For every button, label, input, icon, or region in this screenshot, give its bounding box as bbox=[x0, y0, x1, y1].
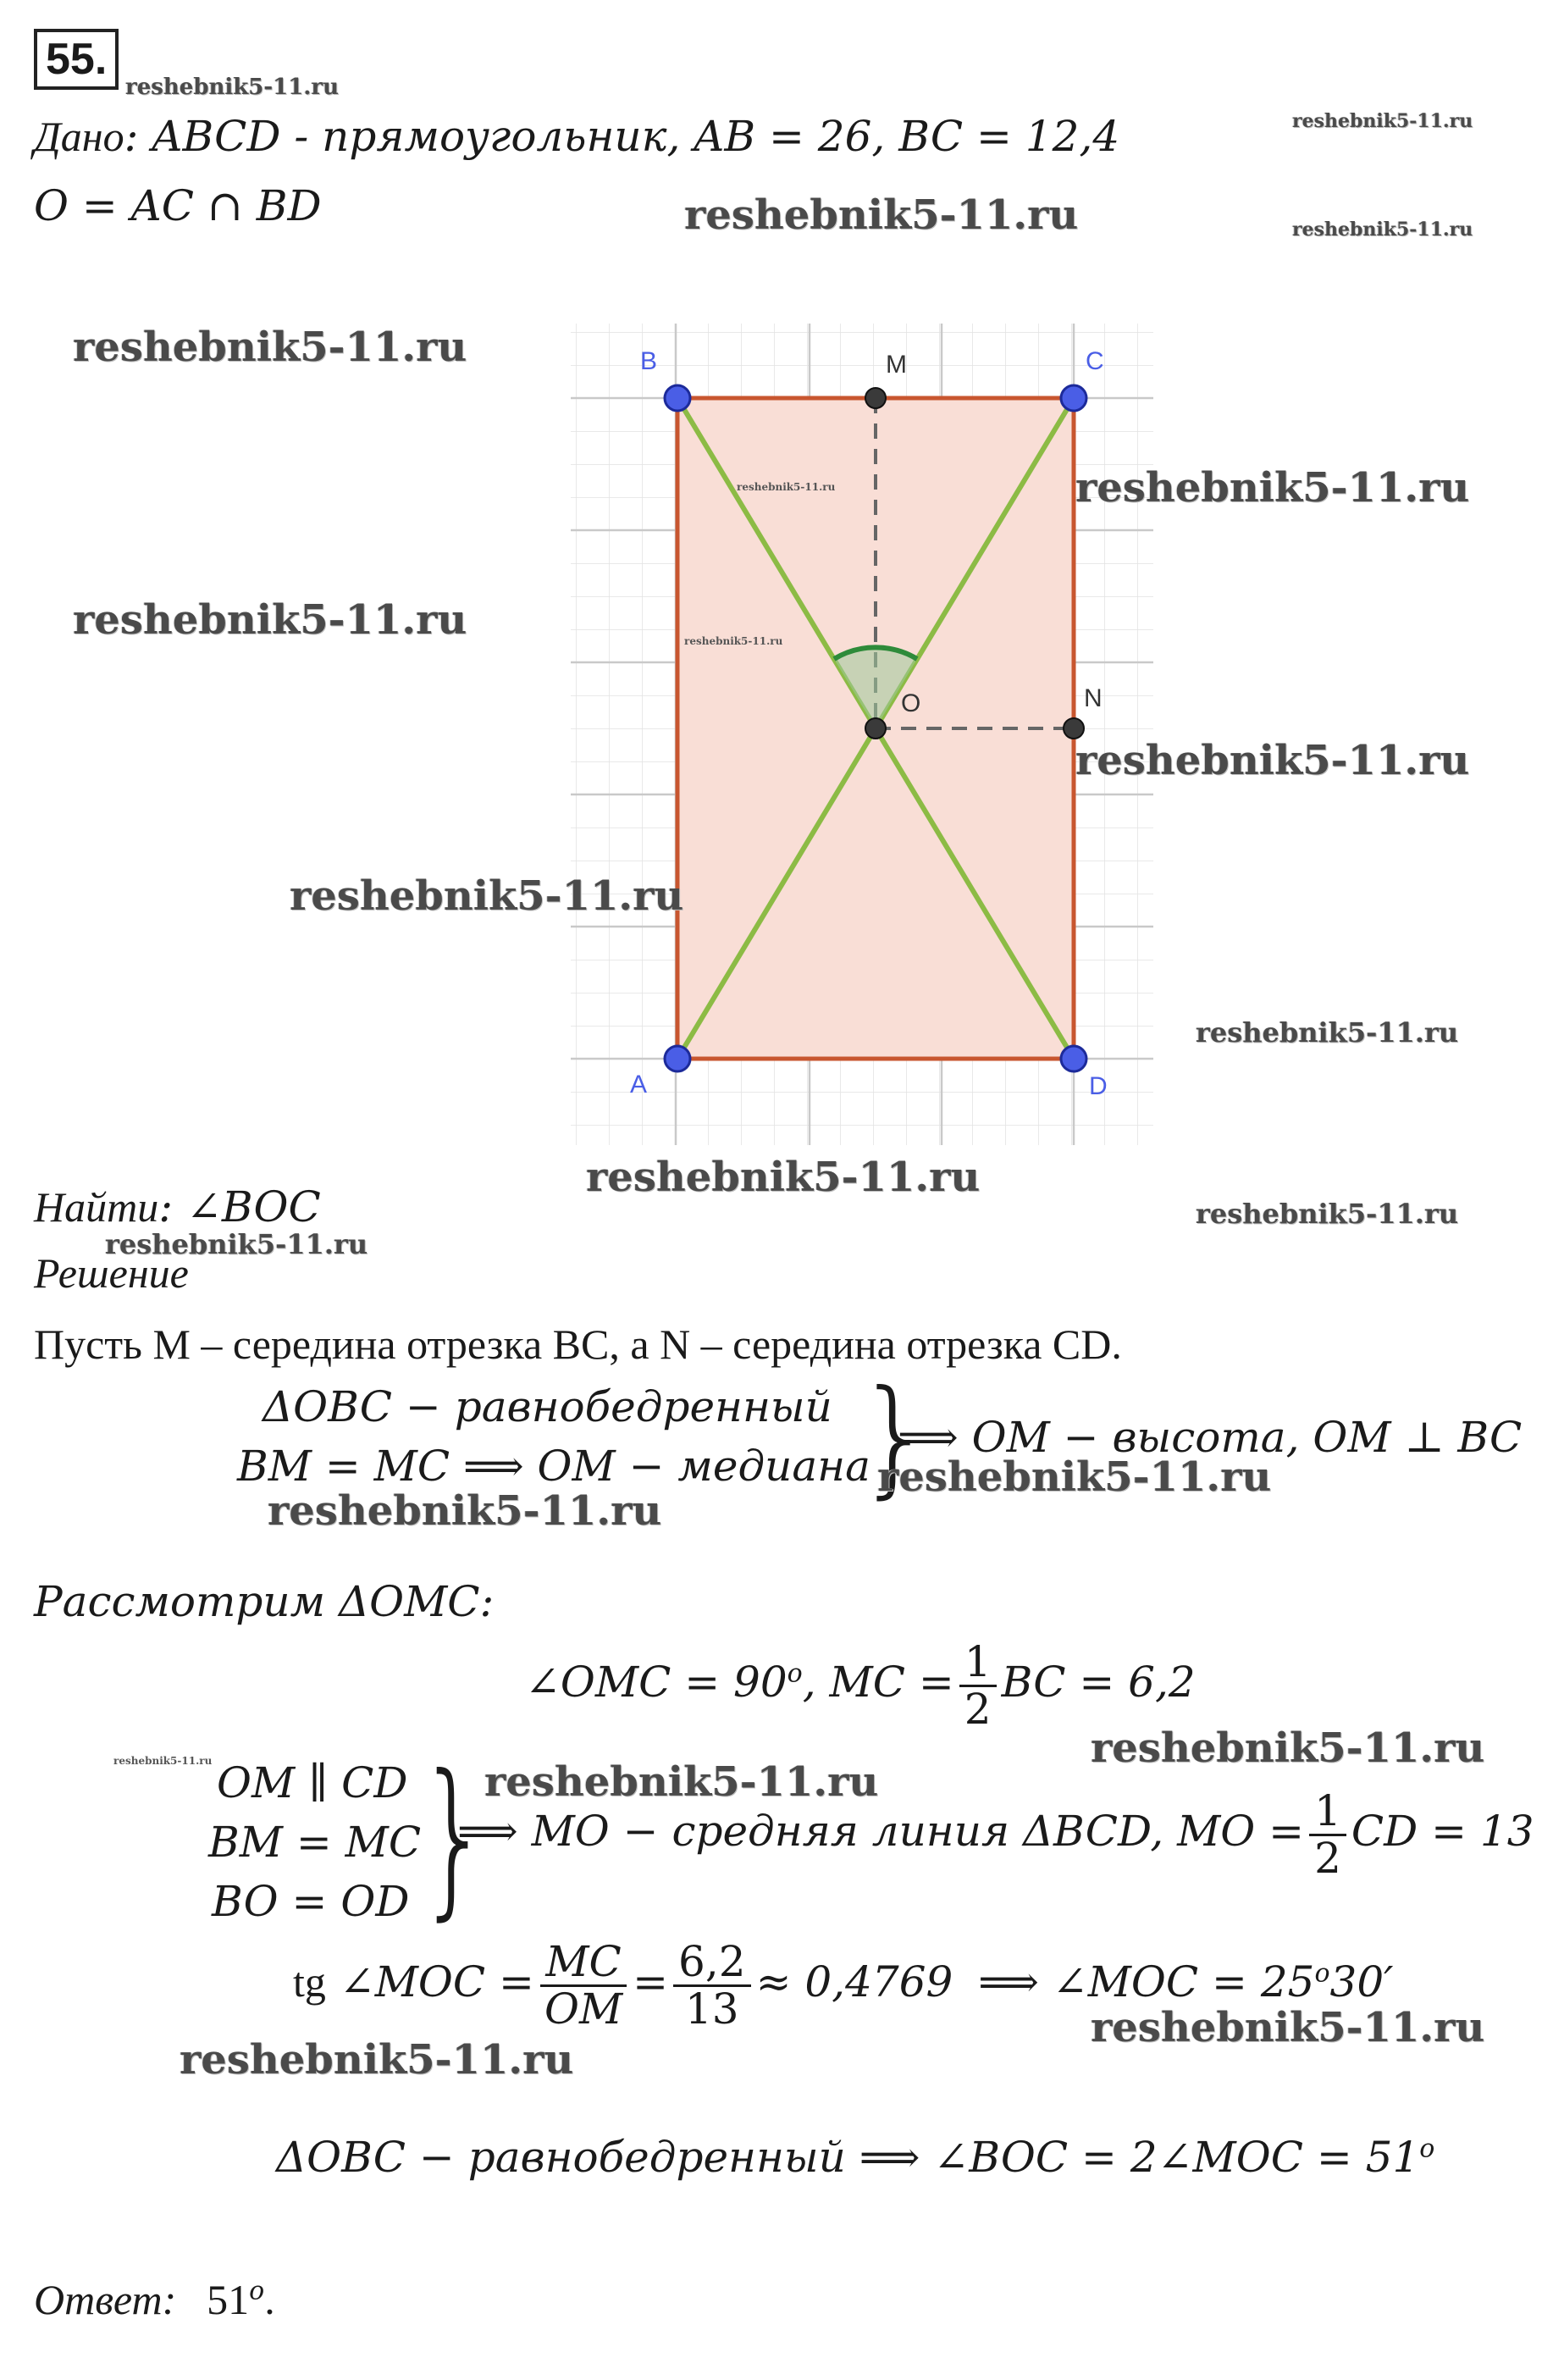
find-label: Найти bbox=[34, 1183, 159, 1231]
watermark: reshebnik5-11.ru bbox=[125, 75, 340, 100]
vertex-d bbox=[1061, 1046, 1086, 1071]
eq1-right: BC = 6,2 bbox=[1001, 1658, 1196, 1707]
label-o: O bbox=[901, 689, 921, 717]
vertex-b bbox=[665, 385, 690, 411]
tg-minutes: 30′ bbox=[1329, 1957, 1394, 2006]
watermark: reshebnik5-11.ru bbox=[105, 1228, 368, 1260]
answer-degree: o bbox=[249, 2276, 265, 2306]
sys2-line-2: BM = MC bbox=[208, 1818, 422, 1867]
find-value: : ∠BOC bbox=[158, 1182, 321, 1232]
watermark: reshebnik5-11.ru bbox=[180, 2036, 574, 2084]
answer-value: 51 bbox=[207, 2276, 250, 2323]
watermark: reshebnik5-11.ru bbox=[1196, 1198, 1459, 1230]
answer-line bbox=[34, 2275, 275, 2324]
tg-degree: o bbox=[1314, 1958, 1330, 1989]
sys2-brace: } bbox=[417, 1739, 493, 1936]
watermark: reshebnik5-11.ru bbox=[877, 1453, 1272, 1501]
equation-omc bbox=[525, 1637, 1196, 1734]
watermark: reshebnik5-11.ru bbox=[268, 1487, 662, 1535]
sys2-line-1: OM ∥ CD bbox=[217, 1758, 408, 1807]
eq1-left: ∠OMC = 90 bbox=[525, 1658, 788, 1707]
watermark: reshebnik5-11.ru bbox=[1292, 219, 1473, 241]
tg-d2: 13 bbox=[685, 1984, 739, 2034]
find-line bbox=[34, 1182, 321, 1232]
fraction-half bbox=[959, 1637, 997, 1734]
sys2-tail: CD = 13 bbox=[1351, 1807, 1534, 1856]
given-line-2: O = AC ∩ BD bbox=[34, 181, 322, 230]
tg-eq: = bbox=[633, 1957, 669, 2006]
watermark: reshebnik5-11.ru bbox=[290, 872, 684, 920]
label-d: D bbox=[1089, 1072, 1108, 1100]
watermark: reshebnik5-11.ru bbox=[73, 324, 467, 371]
sys1-line-2: BM = MC ⟹ OM − медиана bbox=[237, 1442, 870, 1491]
eq1-mid: , MC = bbox=[802, 1658, 954, 1707]
sys1-brace: } bbox=[855, 1364, 937, 1511]
label-c: C bbox=[1086, 347, 1104, 375]
point-n bbox=[1064, 718, 1084, 739]
given-text: : ABCD - прямоугольник, AB = 26, BC = 12,4 bbox=[124, 112, 1120, 161]
fraction-values bbox=[673, 1937, 751, 2034]
watermark: reshebnik5-11.ru bbox=[1075, 737, 1470, 784]
watermark: reshebnik5-11.ru bbox=[484, 1758, 879, 1806]
eq1-degree: o bbox=[787, 1658, 803, 1689]
final-equation bbox=[276, 2133, 1434, 2182]
final-text: ΔOBC − равнобедренный ⟹ ∠BOC = 2∠MOC = 51 bbox=[276, 2133, 1420, 2182]
watermark: reshebnik5-11.ru bbox=[684, 635, 783, 647]
tg-prefix: tg bbox=[293, 1958, 326, 2006]
sys2-num: 1 bbox=[1309, 1789, 1346, 1836]
answer-label: Ответ: bbox=[34, 2276, 177, 2323]
fraction-half-2 bbox=[1309, 1786, 1346, 1883]
solution-label: Решение bbox=[34, 1249, 189, 1297]
label-m: M bbox=[886, 351, 907, 379]
watermark: reshebnik5-11.ru bbox=[1075, 464, 1470, 512]
watermark: reshebnik5-11.ru bbox=[1196, 1016, 1459, 1049]
tg-angle: ∠MOC = bbox=[339, 1957, 534, 2006]
point-o bbox=[865, 718, 886, 739]
label-a: A bbox=[630, 1071, 648, 1099]
vertex-c bbox=[1061, 385, 1086, 411]
solution-intro: Пусть M – середина отрезка BC, а N – середина отрезка CD. bbox=[34, 1320, 1122, 1368]
problem-number: 55. bbox=[34, 29, 119, 90]
sys1-line-1: ΔOBC − равнобедренный bbox=[263, 1382, 832, 1431]
watermark: reshebnik5-11.ru bbox=[1091, 2004, 1485, 2051]
eq1-num: 1 bbox=[959, 1640, 997, 1687]
watermark: reshebnik5-11.ru bbox=[113, 1755, 213, 1767]
sys2-line-3: BO = OD bbox=[212, 1877, 410, 1926]
tg-n1: MC bbox=[540, 1940, 626, 1987]
midline-equation bbox=[457, 1786, 1534, 1883]
vertex-a bbox=[665, 1046, 690, 1071]
fraction-mc-om bbox=[539, 1937, 627, 2034]
watermark: reshebnik5-11.ru bbox=[73, 596, 467, 644]
geometry-figure bbox=[0, 0, 1553, 1186]
sys1-result: ⟹ OM − высота, OM ⊥ BC bbox=[898, 1413, 1523, 1462]
point-m bbox=[865, 388, 886, 408]
answer-dot: . bbox=[264, 2276, 275, 2323]
watermark: reshebnik5-11.ru bbox=[1091, 1724, 1485, 1772]
watermark: reshebnik5-11.ru bbox=[1292, 110, 1473, 132]
consider-line: Рассмотрим ΔOMC: bbox=[34, 1577, 495, 1626]
watermark: reshebnik5-11.ru bbox=[586, 1154, 981, 1201]
watermark: reshebnik5-11.ru bbox=[684, 191, 1079, 239]
sys2-den: 2 bbox=[1314, 1833, 1341, 1883]
label-n: N bbox=[1084, 684, 1103, 712]
label-b: B bbox=[640, 347, 658, 375]
final-degree: o bbox=[1419, 2134, 1435, 2164]
tg-d1: OM bbox=[544, 1984, 623, 2034]
sys2-result: ⟹ MO − средняя линия ΔBCD, MO = bbox=[457, 1807, 1305, 1856]
tg-n2: 6,2 bbox=[673, 1940, 751, 1987]
given-label: Дано bbox=[34, 113, 124, 160]
tg-result: ⟹ ∠MOC = 25 bbox=[978, 1957, 1315, 2006]
watermark: reshebnik5-11.ru bbox=[737, 481, 836, 493]
eq1-den: 2 bbox=[964, 1684, 992, 1734]
tg-approx: ≈ 0,4769 bbox=[755, 1957, 953, 2006]
